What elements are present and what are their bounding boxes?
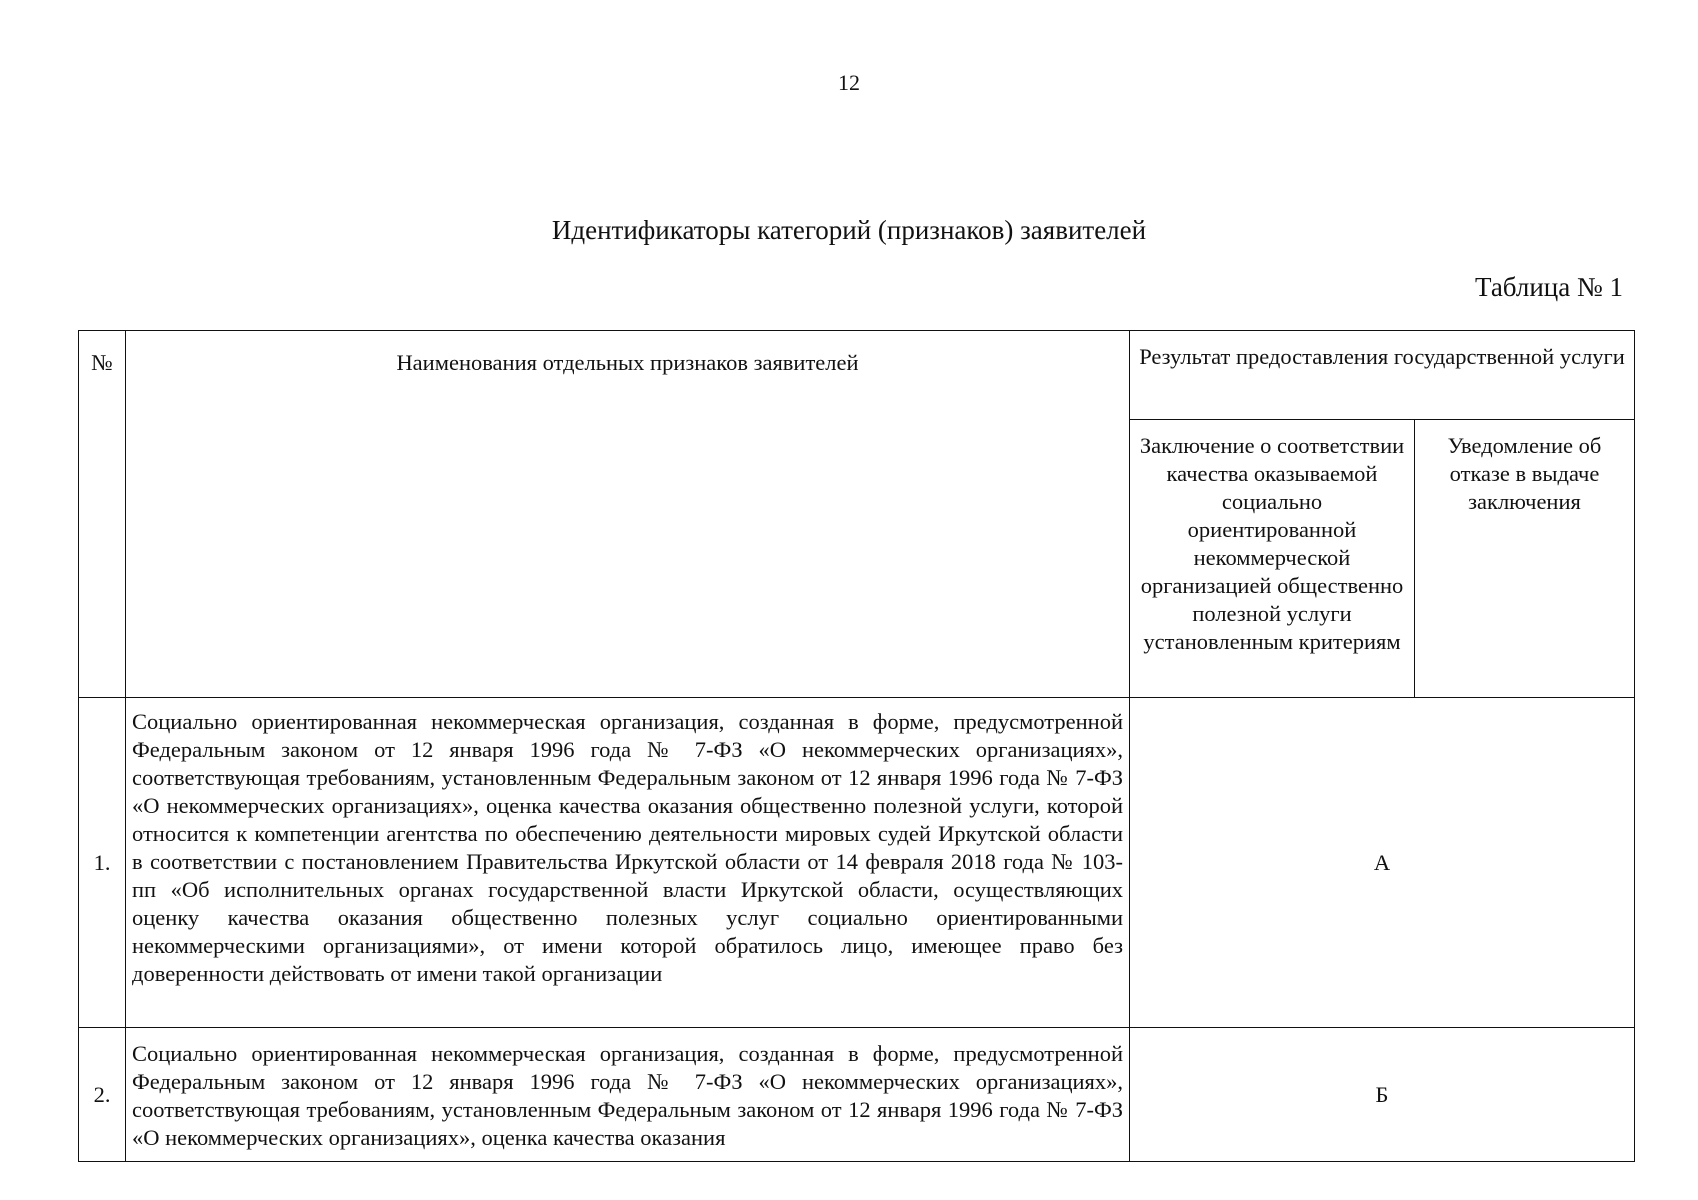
row-result: Б (1130, 1028, 1635, 1162)
header-result-negative: Уведомление об отказе в выдаче заключения (1415, 420, 1635, 698)
table-row (79, 698, 1635, 1028)
header-number: № (79, 331, 126, 698)
row-name: Социально ориентированная некоммерческая организация, созданная в форме, предусмотренной Федеральным законом от 12 января 1996 года № 7-ФЗ «О некоммерческих организациях», соответствующая требованиям, установленным Федеральным законом от 12 января 1996 года № 7-ФЗ «О некоммерческих организациях», оценка качества оказания общественно полезной услуги, которой относится к компетенции агентства по обеспечению деятельности мировых судей Иркутской области в соответствии с постановлением Правительства Иркутской области от 14 февраля 2018 года № 103-пп «Об исполнительных органах государственной власти Иркутской области, осуществляющих оценку качества оказания общественно полезных услуг социально ориентированными некоммерческими организациями», от имени которой обратилось лицо, имеющее право без доверенности действовать от имени такой организации (126, 698, 1130, 1028)
header-name: Наименования отдельных признаков заявителей (126, 331, 1130, 698)
document-title: Идентификаторы категорий (признаков) заявителей (551, 215, 1147, 245)
row-number: 2. (79, 1028, 126, 1162)
page-number: 12 (838, 70, 860, 95)
row-name: Социально ориентированная некоммерческая организация, созданная в форме, предусмотренной Федеральным законом от 12 января 1996 года № 7-ФЗ «О некоммерческих организациях», соответствующая требованиям, установленным Федеральным законом от 12 января 1996 года № 7-ФЗ «О некоммерческих организациях», оценка качества оказания (126, 1028, 1130, 1162)
row-number: 1. (79, 698, 126, 1028)
header-result: Результат предоставления государственной услуги (1130, 331, 1635, 420)
row-result: А (1130, 698, 1635, 1028)
table-header-row (79, 331, 1635, 420)
applicant-categories-table (78, 330, 1635, 1162)
header-result-positive: Заключение о соответствии качества оказываемой социально ориентированной некоммерческой организацией общественно полезной услуги установленным критериям (1130, 420, 1415, 698)
table-row (79, 1028, 1635, 1162)
table-caption: Таблица № 1 (1475, 272, 1623, 302)
